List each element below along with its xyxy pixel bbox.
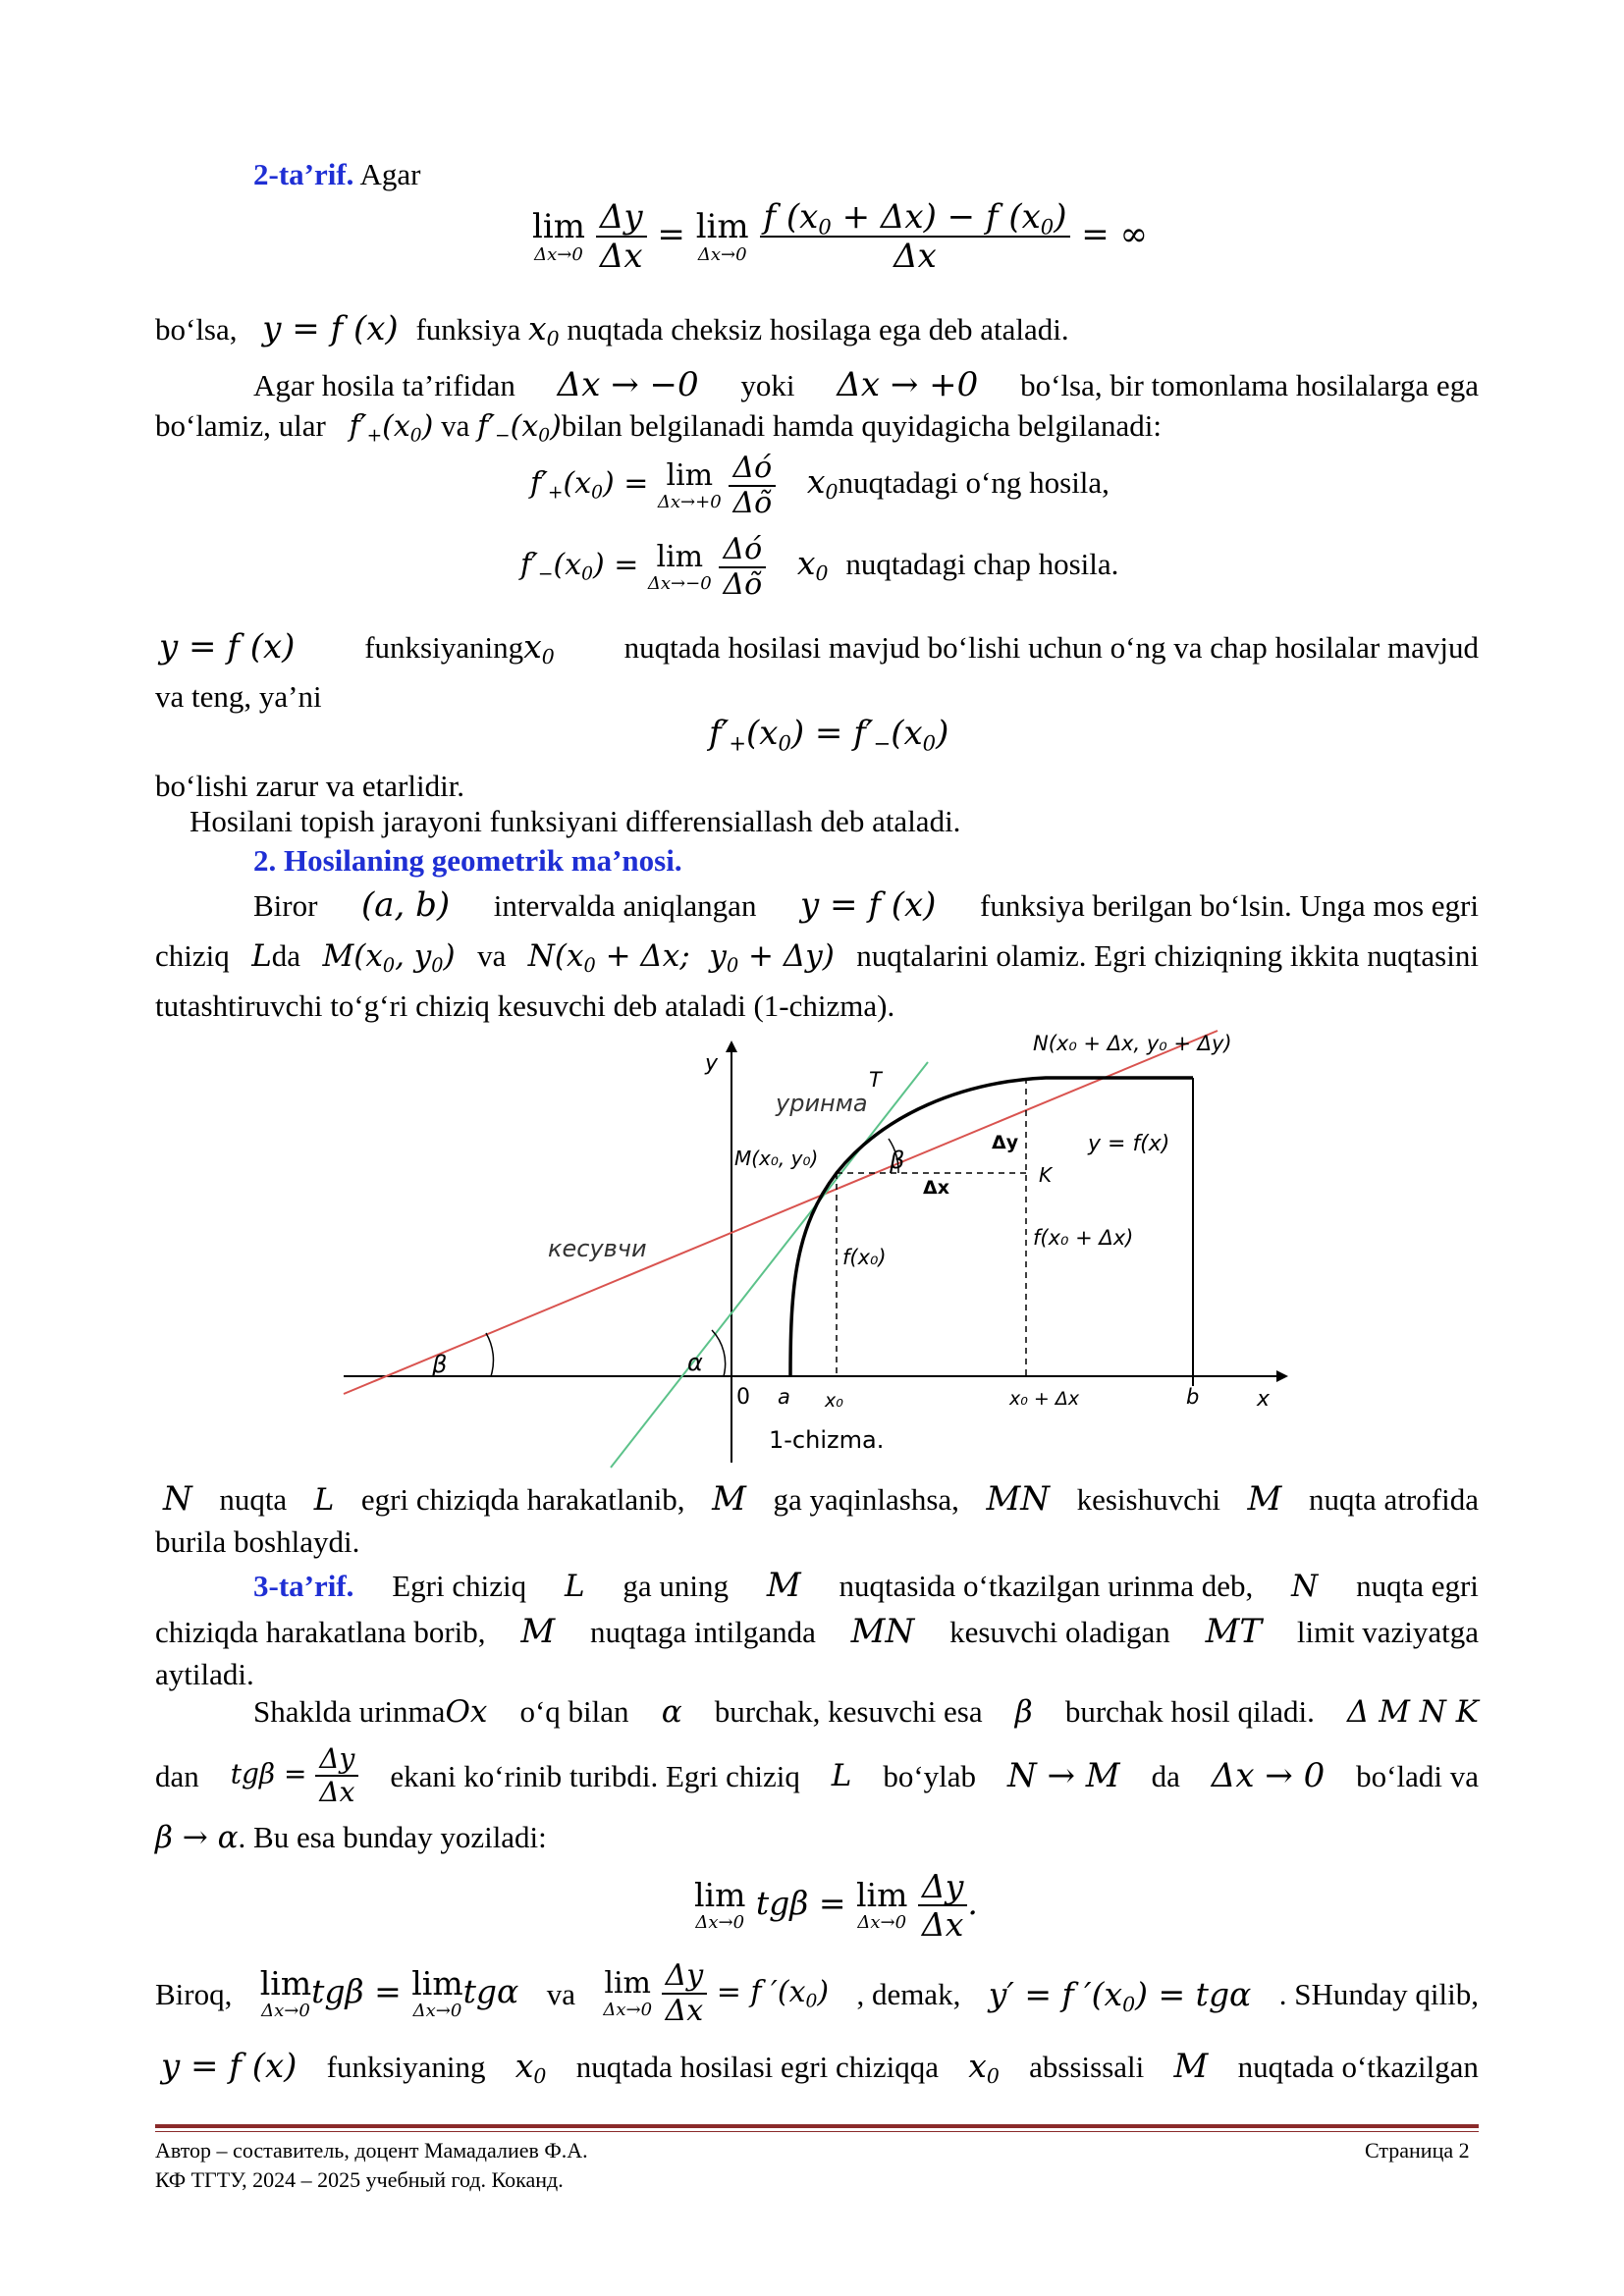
final-paragraph-line2: y = f (x) funksiyaning $x_0$ nuqtada hosilasi egri chiziqqa $x_0$ abssissali M nuqtada o‘tkazilgan [161,2047,1479,2089]
label-secant: кесувчи [548,1235,647,1262]
footer-organization: КФ ТГТУ, 2024 – 2025 учебный год. Коканд. [155,2167,564,2192]
shape-paragraph-line3: β → α. Bu esa bunday yoziladi: [155,1820,547,1855]
x-axis-arrow [1276,1370,1288,1382]
formula-left-derivative: $f'_-(x_0)$ = lim Δx→−0 $\frac{\Delta ó}{\Delta õ}$ $x_0$ nuqtadagi chap hosila. [520,532,1119,602]
label-f-x0: f(x₀) [842,1246,887,1269]
section-2-line2: chiziq Lda $M(x_0$, $y_0$) va $N(x_0 + \Delta x$; $y_0 + \Delta y$) nuqtalarini olamiz. Egri chiziqning ikkita nuqtasini [155,938,1479,977]
definition-2-lead: Agar [359,157,421,191]
definition-2-label: 2-ta’rif. [253,157,354,191]
label-x0: x₀ [825,1390,843,1412]
onesided-paragraph-line2: bo‘lamiz, ular $f'_+(x_0)$ va $f'_-(x_0)bilan$ belgilanadi hamda quyidagicha belgilanadi: [155,408,1163,447]
existence-paragraph-line2: va teng, ya’ni [155,679,322,714]
label-T: T [869,1068,882,1092]
label-point-N: N(x₀ + Δx, y₀ + Δy) [1033,1032,1232,1055]
formula-right-derivative: $f'_+(x_0)$ = lim Δx→+0 $\frac{\Delta ó}{\Delta õ}$ $x_0nuqtadagi$ o‘ng hosila, [530,451,1110,520]
label-a: a [778,1385,790,1409]
definition-3-line3: aytiladi. [155,1657,254,1691]
existence-paragraph-line3: bo‘lishi zarur va etarlidir. [155,769,465,803]
label-delta-x: Δx [923,1177,949,1199]
figure-caption: 1-chizma. [769,1426,885,1454]
onesided-paragraph-line1: Agar hosila ta’rifidan Δx → −0 yoki Δx → +0 bo‘lsa, bir tomonlama hosilalarga ega [253,365,1479,404]
shape-paragraph-line2: dan tgβ = $\frac{\Delta y}{\Delta x}$ ekani ko‘rinib turibdi. Egri chiziq L bo‘ylab N → M da Δx → 0 bo‘ladi va [155,1742,1479,1808]
derivative-geometry-figure [334,1021,1296,1472]
label-y-axis: y [705,1051,719,1076]
label-beta-top: β [890,1147,905,1174]
after-figure-line2: burila boshlaydi. [155,1524,360,1559]
existence-paragraph-line4: Hosilani topish jarayoni funksiyani differensiallash deb ataladi. [189,804,961,838]
definition-3-line1: 3-ta’rif. Egri chiziq L ga uning M nuqtasida o‘tkazilgan urinma deb, N nuqta egri [253,1566,1479,1605]
definition-2-heading [253,159,420,189]
existence-paragraph-line1: y = f (x) funksiyaningx$_0$ nuqtada hosilasi mavjud bo‘lishi uchun o‘ng va chap hosilalar mavjud [159,627,1479,669]
secant-line [344,1031,1218,1394]
label-tangent: уринма [776,1090,868,1117]
label-b: b [1186,1385,1200,1409]
label-x0dx: x₀ + Δx [1009,1388,1080,1410]
section-2-title: 2. Hosilaning geometrik ma’nosi. [253,843,682,878]
shape-paragraph-line1: Shaklda urinmaOx o‘q bilan α burchak, kesuvchi esa β burchak hosil qiladi. Δ M N K [253,1694,1479,1730]
label-beta: β [432,1351,448,1378]
label-delta-y: Δy [992,1132,1019,1153]
definition-2-text: bo‘lsa, y = f (x) funksiya $x_0$ nuqtada cheksiz hosilaga ega deb ataladi. [155,309,1069,351]
label-f-x0dx: f(x₀ + Δx) [1033,1226,1134,1250]
final-paragraph-line1: Biroq, lim Δx→0 tgβ = lim Δx→0 tgα va lim Δx→0 $\frac{\Delta y}{\Delta x}$ = f $'(x_0)$ , demak, y′ = f $'(x_0) = tg\alpha$ . SHunday qilib, [155,1958,1479,2028]
label-point-M: M(x₀, y₀) [734,1147,819,1170]
footer-rule-thick [155,2124,1479,2128]
after-figure-line1: N nuqta L egri chiziqda harakatlanib, M ga yaqinlashsa, MN kesishuvchi M nuqta atrofida [163,1479,1479,1519]
label-origin: 0 [736,1385,750,1410]
section-2-line1: Biror (a, b) intervalda aniqlangan y = f (x) funksiya berilgan bo‘lsin. Unga mos egri [253,885,1479,925]
label-curve: y = f(x) [1088,1132,1170,1156]
formula-infinite-derivative: lim Δx→0 $\frac{\Delta y}{\Delta x}$ = lim Δx→0 $\frac{f (x_0 + \Delta x) - f (x_0)}{\Delta x}$ = ∞ [532,197,1148,276]
beta-arc [486,1333,493,1376]
definition-3-line2: chiziqda harakatlana borib, M nuqtaga intilganda MN kesuvchi oladigan MT limit vaziyatga [155,1612,1479,1651]
label-alpha: α [687,1349,703,1376]
section-2-line3: tutashtiruvchi to‘g‘ri chiziq kesuvchi deb ataladi (1-chizma). [155,988,895,1023]
formula-limit-tg-beta: lim Δx→0 tgβ = lim Δx→0 $\frac{\Delta y}{\Delta x}$ . [694,1867,978,1944]
footer-page-number: Страница 2 [1365,2138,1470,2163]
label-x-axis: x [1257,1387,1271,1412]
footer-author: Автор – составитель, доцент Мамадалиев Ф.А. [155,2138,588,2163]
formula-equal-onesided: $f'_+(x_0) = f'_-(x_0)$ [709,714,949,756]
y-axis-arrow [726,1041,737,1052]
label-K: K [1039,1163,1053,1187]
footer-rule-thin [155,2131,1479,2132]
